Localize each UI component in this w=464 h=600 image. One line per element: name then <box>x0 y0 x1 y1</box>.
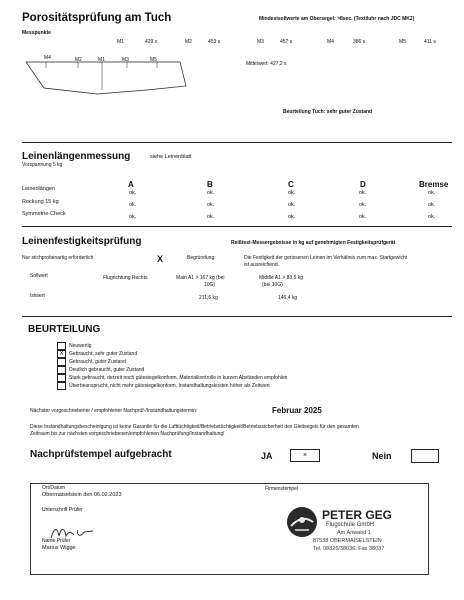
next-date: Februar 2025 <box>272 406 322 415</box>
m1-label: M1 <box>117 39 124 45</box>
istwert-label: Istwert <box>30 293 45 299</box>
main-soll-1: Main A1 > 167 kg (bei <box>176 275 225 281</box>
m5-label: M5 <box>399 39 406 45</box>
option-label: Stark gebraucht, derzeit noch gütesiegelkonform, Materialkontrolle in kurzen Abständen empfohlen <box>69 375 288 381</box>
m2-value: 453 s <box>208 39 221 45</box>
unterschrift-label: Unterschrift Prüfer <box>42 507 83 513</box>
checkbox-gut[interactable] <box>57 358 66 366</box>
checkbox-sehr-gut[interactable]: X <box>57 350 66 358</box>
diagram-label-m5: M5 <box>150 57 157 63</box>
ort-datum-label: Ort/Datum <box>42 485 66 491</box>
nein-checkbox[interactable] <box>411 449 439 463</box>
leinenlaenge-subtitle: siehe Leinenblatt <box>150 154 192 160</box>
option-label: Gebraucht, sehr guter Zustand <box>69 351 138 357</box>
row-label-symmetrie: Symmetrie-Check <box>22 211 66 217</box>
ja-label: JA <box>261 451 273 461</box>
tuch-beurteilung: Beurteilung Tuch: sehr guter Zustand <box>283 109 373 115</box>
diagram-label-m4: M4 <box>44 55 51 61</box>
main-soll-2: 10G) <box>204 282 216 288</box>
disclaimer-2: Zeitraum bis zur nächsten vorgeschriebenen/empfohlenen Nachprüfung/Instandhaltung! <box>30 431 225 437</box>
cell: ok. <box>428 202 436 208</box>
cell: ok. <box>359 214 367 220</box>
col-d: D <box>360 180 366 189</box>
begruendung-text-1: Die Festigkeit der gerissenen Leinen im Verhältnis zum max. Startgewicht <box>244 255 408 261</box>
stamp-line-4: Tel. 08326/38036, Fax 38037 <box>313 546 385 552</box>
m5-value: 411 s <box>424 39 436 45</box>
cell: ok. <box>288 214 296 220</box>
checkbox-deutlich[interactable] <box>57 366 66 374</box>
stamp-line-2: Am Anwand 1 <box>337 530 371 536</box>
option-label: Gebraucht, guter Zustand <box>69 359 126 365</box>
diagram-label-m2: M2 <box>75 57 82 63</box>
stichprobe-mark: X <box>157 254 164 264</box>
disclaimer-1: Diese Instandhaltungsbescheinigung ist keine Garantie für die Lufttüchtigkeit/Betriebstüchtigkeit/Betriebssicherheit des Gleitsegels für den gesamten <box>30 424 359 430</box>
middle-istwert: 146,4 kg <box>278 295 298 301</box>
main-istwert: 211,6 kg <box>199 295 218 301</box>
checkbox-neuwertig[interactable] <box>57 342 66 350</box>
checkbox-stark[interactable] <box>57 374 66 382</box>
porosity-norm: Mindestsollwerte am Obersegel: >8sec. (Textiluhr nach JDC MK2) <box>259 16 415 22</box>
diagram-label-m3: M3 <box>122 57 129 63</box>
cell: ok. <box>428 190 436 196</box>
stamp-line-1: Flugschule GmbH <box>326 522 375 528</box>
festigkeit-title: Leinenfestigkeitsprüfung <box>22 236 142 247</box>
beurteilung-title: BEURTEILUNG <box>28 324 101 335</box>
divider-3 <box>22 316 452 317</box>
ort-datum-value: Obermaiselstein den 06.02.2023 <box>42 492 122 498</box>
nein-label: Nein <box>372 451 392 461</box>
cell: ok. <box>207 202 215 208</box>
page-title: Porositätsprüfung am Tuch <box>22 12 172 24</box>
cell: ok. <box>129 202 137 208</box>
cell: ok. <box>207 214 215 220</box>
col-b: B <box>207 180 213 189</box>
row-label-reckung: Reckung 15 kg <box>22 199 59 205</box>
stamp-company-name: PETER GEG <box>322 508 393 522</box>
messpunkte-label: Messpunkte <box>22 30 51 36</box>
row-label-leinenlaengen: Leinenlängen <box>22 186 56 192</box>
sollwert-label: Sollwert <box>30 273 48 279</box>
divider-2 <box>22 226 452 227</box>
name-pruefer-label: Name Prüfer <box>42 538 71 544</box>
stichprobe-label: Nur stichprobenartig erforderlich <box>22 255 94 261</box>
company-logo <box>286 506 318 538</box>
col-c: C <box>288 180 294 189</box>
flugrichtung: Flugrichtung Rechts <box>103 275 148 281</box>
mittelwert: Mittelwert: 427,2 s <box>246 61 287 67</box>
firmenstempel-label: Firmenstempel <box>265 486 299 492</box>
divider-1 <box>22 142 452 143</box>
option-label: Neuwertig <box>69 343 92 349</box>
cell: ok. <box>288 190 296 196</box>
name-pruefer-value: Marius Wigge <box>42 545 76 551</box>
next-date-label: Nächster vorgeschriebener / empfohlener Nachprüf-/Instandhaltungstermin: <box>30 408 198 414</box>
m1-value: 429 s <box>145 39 158 45</box>
ja-checkbox[interactable]: × <box>290 449 320 462</box>
cell: ok. <box>207 190 215 196</box>
middle-soll-2: (bei 10G) <box>262 282 283 288</box>
cell: ok. <box>428 214 436 220</box>
option-label: Überbeansprucht, nicht mehr gütesiegelkonform, Instandhaltungskosten höher als Zeitwert <box>69 383 270 389</box>
col-a: A <box>128 180 134 189</box>
cell: ok. <box>129 190 137 196</box>
begruendung-label: Begründung: <box>187 255 216 261</box>
option-label: Deutlich gebraucht, guter Zustand <box>69 367 145 373</box>
begruendung-text-2: ist ausreichend. <box>244 262 280 268</box>
m3-label: M3 <box>257 39 264 45</box>
middle-soll-1: Middle A1 > 83,5 kg <box>259 275 304 281</box>
cell: ok. <box>288 202 296 208</box>
leinenlaenge-title: Leinenlängenmessung <box>22 151 131 162</box>
checkbox-ueberbeansprucht[interactable] <box>57 382 66 390</box>
cell: ok. <box>129 214 137 220</box>
reisstest-note: Reißtest-Messergebnisse in kg auf genehmigten Festigkeitsprüfgerät <box>231 240 396 246</box>
m3-value: 457 s <box>280 39 293 45</box>
stamp-line-3: 87538 OBERMAISELSTEIN <box>313 538 382 544</box>
stempel-label: Nachprüfstempel aufgebracht <box>30 449 172 460</box>
m2-label: M2 <box>185 39 192 45</box>
cell: ok. <box>359 202 367 208</box>
diagram-label-m1: M1 <box>98 57 105 63</box>
cell: ok. <box>359 190 367 196</box>
m4-label: M4 <box>327 39 334 45</box>
vorspannung: Vorspannung 5 kg <box>22 162 63 168</box>
m4-value: 386 s <box>353 39 366 45</box>
col-bremse: Bremse <box>419 180 449 189</box>
wing-outline <box>26 62 186 94</box>
